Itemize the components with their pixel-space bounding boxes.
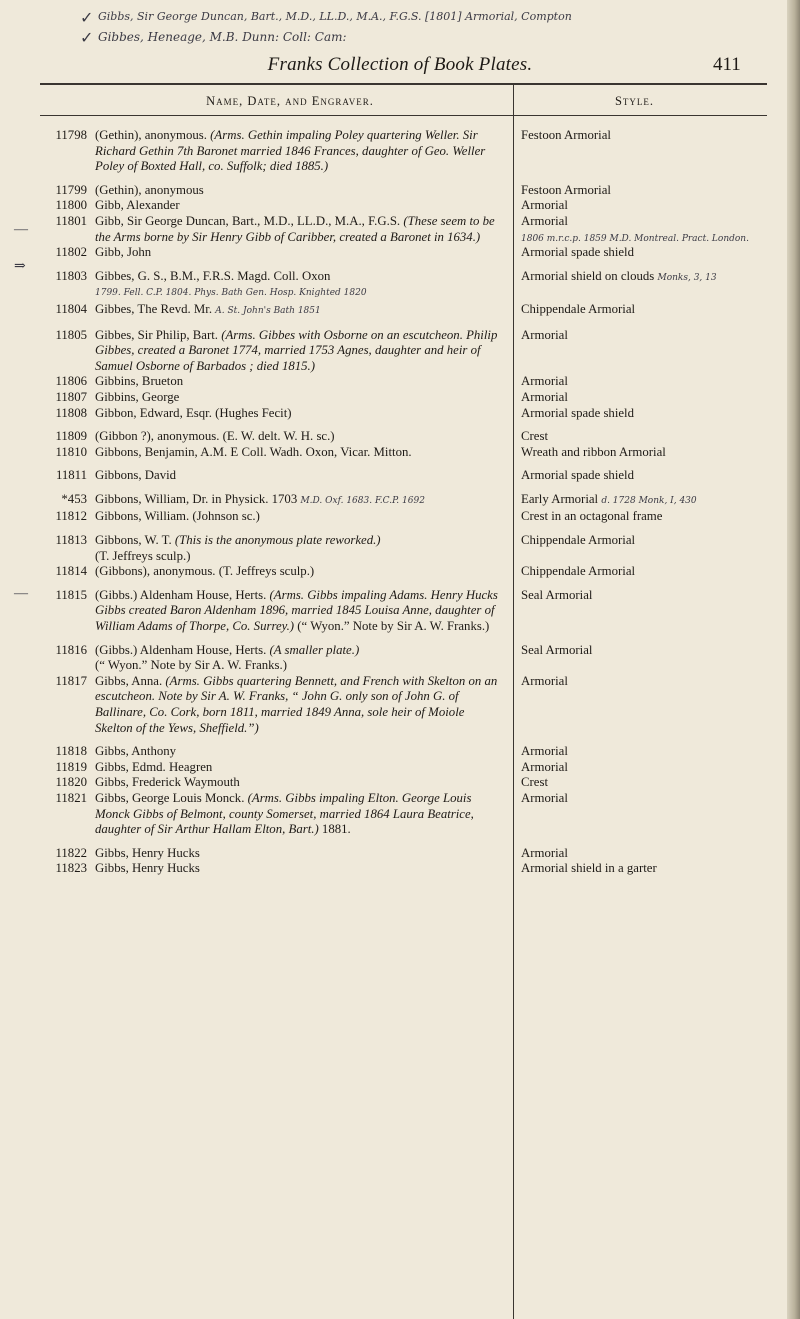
list-item: 11815 (Gibbs.) Aldenham House, Herts. (Arms. Gibbs impaling Adams. Henry Hucks Gibbs created Baron Aldenham 1896, married 1845 Louisa Anne, daughter of William Adams of Thorpe, Co. Surrey.) (“ Wyon.” Note by Sir A. W. Franks.) Seal Armorial [55, 587, 593, 634]
page-number: 411 [713, 54, 741, 75]
entries-list [0, 128, 800, 877]
list-item: 11800 Gibb, Alexander Armorial [55, 198, 568, 213]
column-header-style: Style. [614, 94, 655, 108]
list-item: 11805 Gibbes, Sir Philip, Bart. (Arms. Gibbes with Osborne on an escutcheon. Philip Gibbes, created a Baronet 1774, married 1753 Agnes, daughter and heir of Samuel Osborne of Barbados ; died 1815.) Armorial [55, 327, 568, 373]
check-mark-icon: ✓ [80, 8, 94, 27]
list-item: 11821 Gibbs, George Louis Monck. (Arms. Gibbs impaling Elton. George Louis Monck Gibbs of Belmont, county Somerset, married 1864 Laura Beatrice, daughter of Sir Arthur Hallam Elton, Bart.) 1881. Armorial [55, 790, 568, 837]
handwritten-annotation-2: Gibbes, Heneage, M.B. Dunn: Coll: Cam: [98, 30, 347, 44]
list-item: 11813 Gibbons, W. T. (This is the anonymous plate reworked.) (T. Jeffreys sculp.) Chippendale Armorial [55, 533, 636, 563]
column-header-name: Name, Date, and Engraver. [206, 94, 374, 108]
list-item: 11820 Gibbs, Frederick Waymouth Crest [55, 775, 549, 790]
list-item: 11810 Gibbons, Benjamin, A.M. E Coll. Wadh. Oxon, Vicar. Mitton. Wreath and ribbon Armorial [55, 444, 666, 459]
check-mark-icon: ✓ [80, 28, 94, 47]
list-item: 11803 Gibbes, G. S., B.M., F.R.S. Magd. Coll. Oxon 1799. Fell. C.P. 1804. Phys. Bath Gen. Hosp. Knighted 1820 Armorial shield on clouds Monks, 3, 13 [55, 268, 717, 299]
list-item: 11811 Gibbons, David Armorial spade shield [55, 468, 635, 483]
list-item: 11809 (Gibbon ?), anonymous. (E. W. delt. W. H. sc.) Crest [55, 429, 549, 444]
list-item: 11814 (Gibbons), anonymous. (T. Jeffreys sculp.) Chippendale Armorial [55, 564, 636, 579]
margin-arrow-icon: — [14, 222, 28, 237]
list-item: 11798 (Gethin), anonymous. (Arms. Gethin impaling Poley quartering Weller. Sir Richard Gethin 7th Baronet married 1846 Frances, daughter of Geo. Weller Poley of Boxted Hall, co. Suffolk; died 1885.) Festoon Armorial [55, 128, 611, 174]
list-item: 11804 Gibbes, The Revd. Mr. A. St. John's Bath 1851 Chippendale Armorial [55, 301, 636, 316]
list-item: 11808 Gibbon, Edward, Esqr. (Hughes Fecit) Armorial spade shield [55, 405, 635, 420]
list-item: 11817 Gibbs, Anna. (Arms. Gibbs quartering Bennett, and French with Skelton on an escutcheon. Note by Sir A. W. Franks, “ John G. only son of John G. of Ballinare, Co. Cork, born 1811, married 1849 Anna, sole heir of Moiole Skelton of the Yews, Sheffield.”) Armorial [55, 673, 568, 735]
list-item: 11818 Gibbs, Anthony Armorial [55, 744, 568, 759]
list-item: 11799 (Gethin), anonymous Festoon Armorial [55, 182, 611, 197]
page-title: Franks Collection of Book Plates. [267, 54, 533, 75]
list-item: 11802 Gibb, John Armorial spade shield [55, 245, 635, 260]
list-item: 11819 Gibbs, Edmd. Heagren Armorial [55, 759, 568, 774]
list-item: 11823 Gibbs, Henry Hucks Armorial shield in a garter [55, 861, 657, 876]
margin-arrow-icon: — [14, 586, 28, 601]
top-rule [40, 83, 767, 85]
header-rule [40, 115, 767, 116]
margin-arrow-icon: ⇒ [14, 259, 26, 274]
handwritten-annotation-1: Gibbs, Sir George Duncan, Bart., M.D., LL.D., M.A., F.G.S. [1801] Armorial, Compton [98, 10, 572, 23]
list-item: 11812 Gibbons, William. (Johnson sc.) Crest in an octagonal frame [55, 509, 663, 524]
list-item: 11801 Gibb, Sir George Duncan, Bart., M.D., LL.D., M.A., F.G.S. (These seem to be the Arms borne by Sir Henry Gibb of Caribber, created a Baronet in 1634.) Armorial 1806 m.r.c.p. 1859 M.D. Montreal. Pract. London. [55, 213, 749, 244]
list-item: 11822 Gibbs, Henry Hucks Armorial [55, 845, 568, 860]
list-item: 11807 Gibbins, George Armorial [55, 389, 568, 404]
list-item: 11816 (Gibbs.) Aldenham House, Herts. (A smaller plate.) (“ Wyon.” Note by Sir A. W. Franks.) Seal Armorial [55, 642, 593, 673]
list-item: 11806 Gibbins, Brueton Armorial [55, 374, 568, 389]
list-item: *453 Gibbons, William, Dr. in Physick. 1703 M.D. Oxf. 1683. F.C.P. 1692 Early Armorial d. 1728 Monk, I, 430 [61, 491, 697, 506]
